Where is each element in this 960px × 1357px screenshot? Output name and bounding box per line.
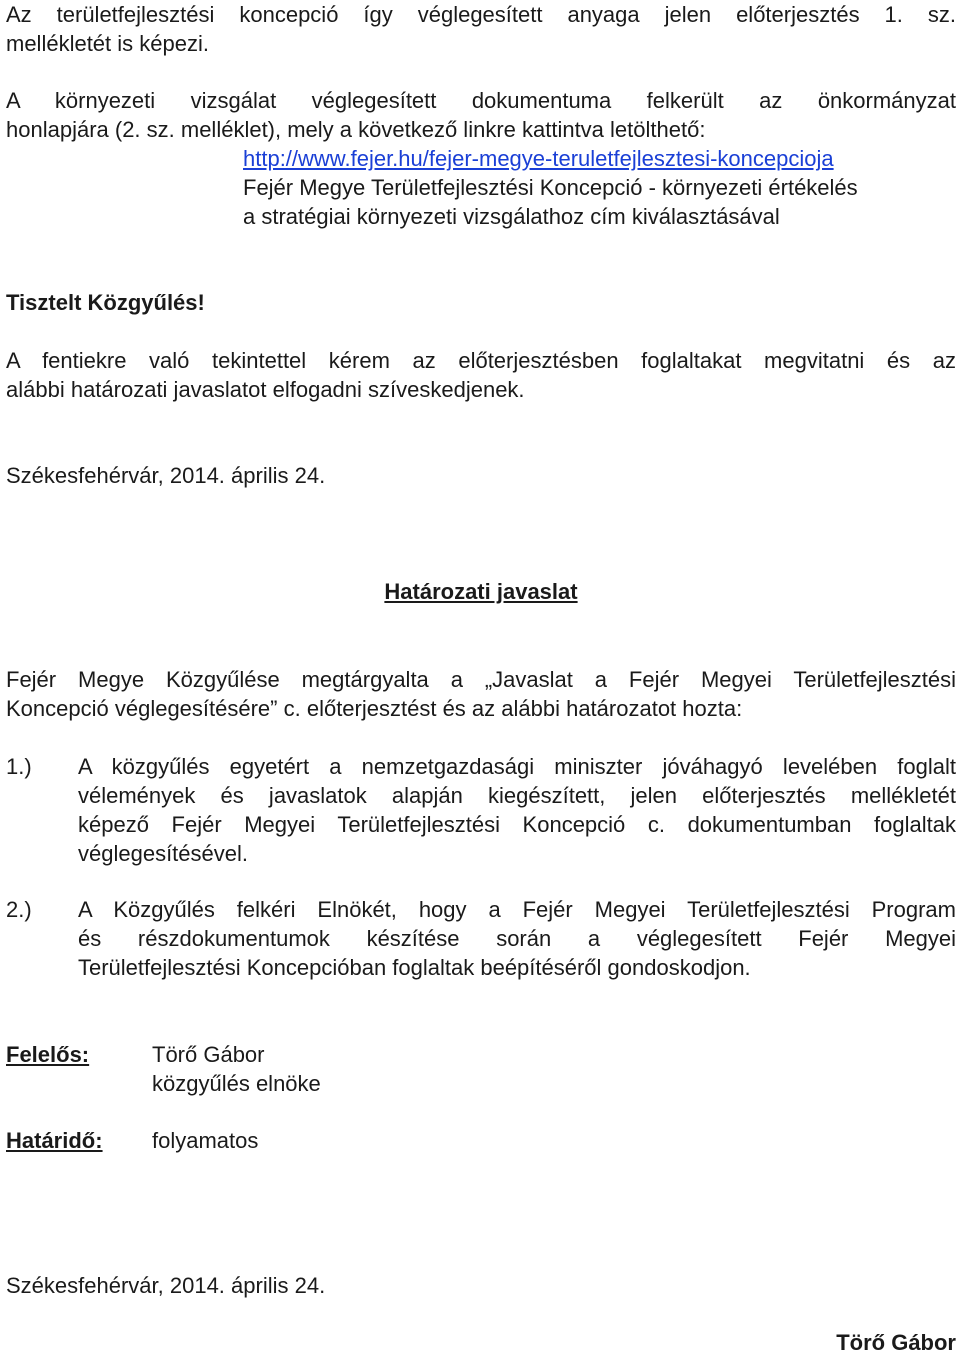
- resolution-title: Határozati javaslat: [384, 579, 578, 604]
- resolution-item-2-line-2: és részdokumentumok készítése során a véglegesített Fejér Megyei: [78, 926, 956, 951]
- resolution-item-1-line-4: véglegesítésével.: [78, 841, 248, 866]
- intro-paragraph-1-line-1: Az területfejlesztési koncepció így véglegesített anyaga jelen előterjesztés 1. sz.: [6, 2, 956, 27]
- resolution-item-2-number: 2.): [6, 897, 32, 922]
- download-link-text[interactable]: http://www.fejer.hu/fejer-megye-teruletfejlesztesi-koncepcioja: [243, 146, 834, 171]
- resolution-item-1-number: 1.): [6, 754, 32, 779]
- salutation: Tisztelt Közgyűlés!: [6, 290, 205, 315]
- resolution-intro-line-2: Koncepció véglegesítésére” c. előterjesztést és az alábbi határozatot hozta:: [6, 696, 743, 721]
- request-line-2: alábbi határozati javaslatot elfogadni szíveskedjenek.: [6, 377, 525, 402]
- link-description-line-2: a stratégiai környezeti vizsgálathoz cím kiválasztásával: [243, 204, 780, 229]
- resolution-item-2-line-3: Területfejlesztési Koncepcióban foglaltak beépítéséről gondoskodjon.: [78, 955, 751, 980]
- responsible-role: közgyűlés elnöke: [152, 1071, 321, 1096]
- resolution-intro-line-1: Fejér Megye Közgyűlése megtárgyalta a „Javaslat a Fejér Megyei Területfejlesztési: [6, 667, 956, 692]
- resolution-item-1-line-1: A közgyűlés egyetért a nemzetgazdasági miniszter jóváhagyó levelében foglalt: [78, 754, 956, 779]
- date-top: Székesfehérvár, 2014. április 24.: [6, 463, 326, 488]
- responsible-name: Törő Gábor: [152, 1042, 265, 1067]
- intro-paragraph-2-line-1: A környezeti vizsgálat véglegesített dokumentuma felkerült az önkormányzat: [6, 88, 956, 113]
- intro-paragraph-2-line-2: honlapjára (2. sz. melléklet), mely a következő linkre kattintva letölthető:: [6, 117, 706, 142]
- signature-name: Törő Gábor: [836, 1330, 956, 1355]
- deadline-value: folyamatos: [152, 1128, 259, 1153]
- resolution-item-2-line-1: A Közgyűlés felkéri Elnökét, hogy a Fejér Megyei Területfejlesztési Program: [78, 897, 956, 922]
- intro-paragraph-1-line-2: mellékletét is képezi.: [6, 31, 209, 56]
- resolution-item-1-line-2: vélemények és javaslatok alapján kiegészített, jelen előterjesztés mellékletét: [78, 783, 956, 808]
- download-link[interactable]: [243, 144, 834, 173]
- date-bottom: Székesfehérvár, 2014. április 24.: [6, 1273, 326, 1298]
- resolution-item-1-line-3: képező Fejér Megyei Területfejlesztési Koncepció c. dokumentumban foglaltak: [78, 812, 956, 837]
- responsible-label: Felelős:: [6, 1042, 90, 1067]
- link-description-line-1: Fejér Megye Területfejlesztési Koncepció - környezeti értékelés: [243, 175, 858, 200]
- deadline-label: Határidő:: [6, 1128, 103, 1153]
- request-line-1: A fentiekre való tekintettel kérem az előterjesztésben foglaltakat megvitatni és az: [6, 348, 956, 373]
